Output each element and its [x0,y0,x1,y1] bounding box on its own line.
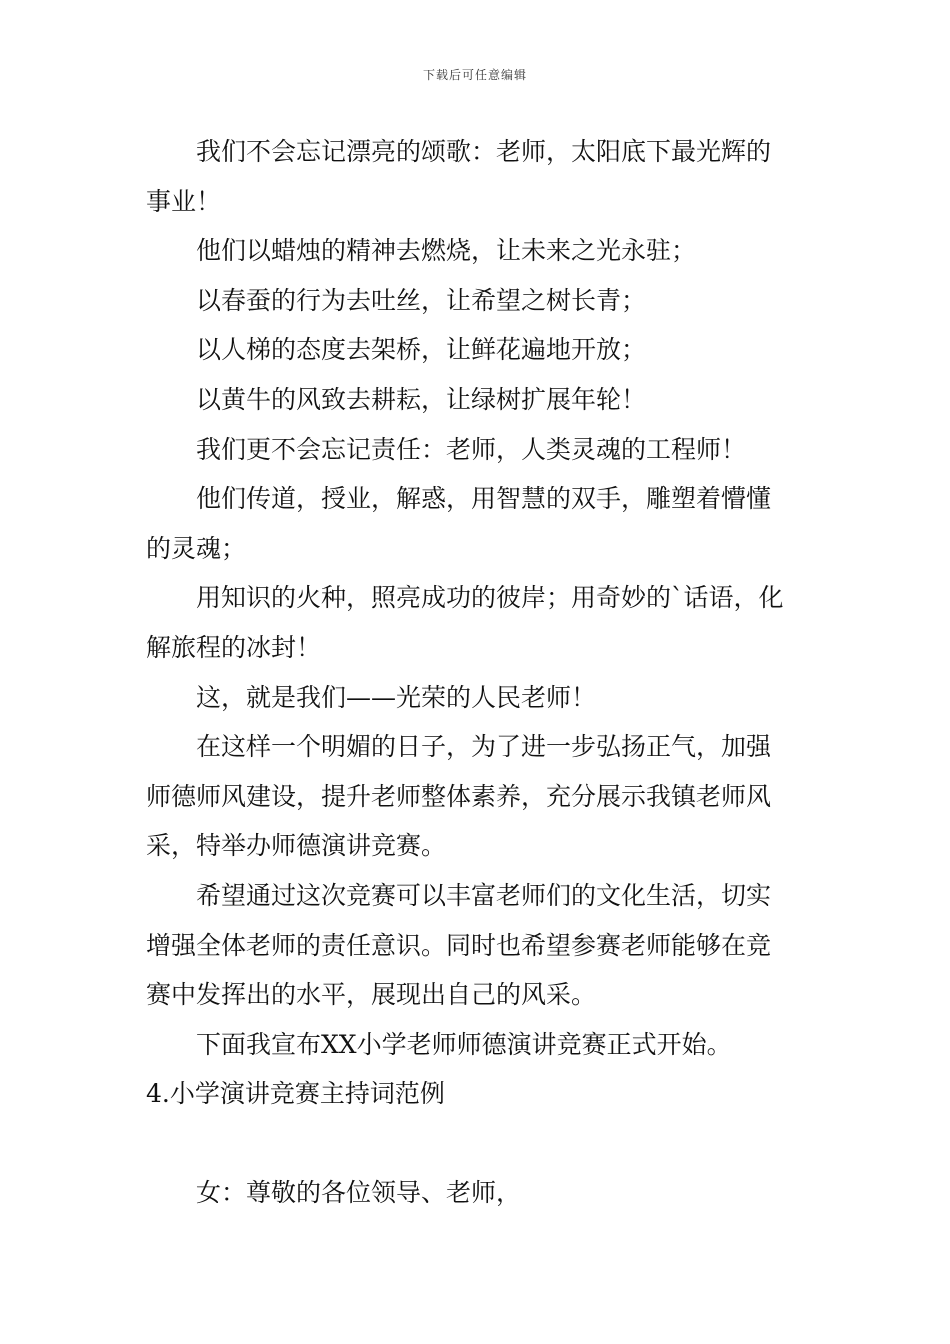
paragraph-line: 我们更不会忘记责任：老师，人类灵魂的工程师！ [196,434,747,464]
paragraph-line: 赛中发挥出的水平，展现出自己的风采。 [146,980,597,1010]
paragraph-line: 的灵魂； [146,533,247,563]
paragraph-line: 以人梯的态度去架桥，让鲜花遍地开放； [196,335,647,365]
paragraph-line: 以黄牛的风致去耕耘，让绿树扩展年轮！ [196,384,647,414]
paragraph-line: 解旅程的冰封！ [146,632,322,662]
section-heading: 4.小学演讲竞赛主持词范例 [146,1079,445,1109]
paragraph-line: 增强全体老师的责任意识。同时也希望参赛老师能够在竞 [146,930,772,960]
document-body [146,127,810,1218]
paragraph-line: 下面我宣布XX小学老师师德演讲竞赛正式开始。 [196,1029,732,1059]
paragraph-line: 他们以蜡烛的精神去燃烧，让未来之光永驻； [196,236,697,266]
paragraph-line: 采，特举办师德演讲竞赛。 [146,831,447,861]
page-header: 下载后可任意编辑 [422,68,527,82]
blank-line [146,1119,810,1169]
paragraph-line: 他们传道，授业，解惑，用智慧的双手，雕塑着懵懂 [196,484,772,514]
paragraph-line: 在这样一个明媚的日子，为了进一步弘扬正气，加强 [196,732,772,762]
paragraph-line: 用知识的火种，照亮成功的彼岸；用奇妙的`话语，化 [196,583,784,613]
paragraph-line: 以春蚕的行为去吐丝，让希望之树长青； [196,285,647,315]
paragraph-line: 师德师风建设，提升老师整体素养，充分展示我镇老师风 [146,781,772,811]
paragraph-line: 我们不会忘记漂亮的颂歌：老师，太阳底下最光辉的 [196,137,772,166]
paragraph-line: 女：尊敬的各位领导、老师， [196,1178,522,1208]
paragraph-line: 希望通过这次竞赛可以丰富老师们的文化生活，切实 [196,880,772,910]
paragraph-line: 事业！ [146,186,222,216]
paragraph-line: 这，就是我们——光荣的人民老师！ [196,682,597,712]
